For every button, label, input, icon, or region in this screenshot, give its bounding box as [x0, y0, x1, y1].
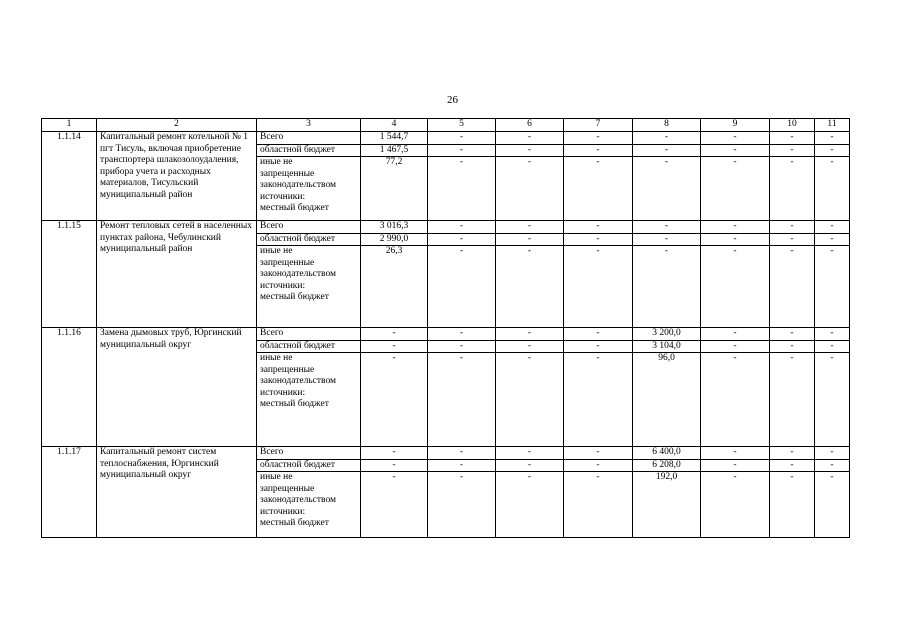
value-cell-col-11: - — [815, 459, 850, 472]
funding-source-line: запрещенные — [260, 257, 315, 268]
value-cell-col-8: - — [633, 233, 701, 246]
value-cell-col-9: - — [701, 447, 770, 460]
value-cell-col-10: - — [770, 353, 815, 447]
funding-source-line: источники: — [260, 191, 306, 202]
value-cell-col-7: - — [564, 157, 633, 221]
value-cell-col-5: - — [428, 144, 496, 157]
value-cell-col-10: - — [770, 246, 815, 328]
value-cell-col-11: - — [815, 221, 850, 234]
item-code: 1.1.15 — [42, 221, 97, 328]
funding-source-line: источники: — [260, 280, 306, 291]
table-row — [42, 328, 850, 341]
value-cell-col-5: - — [428, 157, 496, 221]
value-cell-col-6: - — [496, 246, 564, 328]
value-cell-col-5: - — [428, 246, 496, 328]
value-cell-col-4: 3 016,3 — [361, 221, 428, 234]
funding-source-line: местный бюджет — [260, 292, 329, 302]
column-header-2: 2 — [97, 119, 257, 132]
column-header-7: 7 — [564, 119, 633, 132]
funding-source-line: законодательством — [260, 180, 337, 190]
value-cell-col-8: 6 400,0 — [633, 447, 701, 460]
funding-source-line: иные не — [260, 157, 293, 167]
value-cell-col-5: - — [428, 340, 496, 353]
funding-source — [257, 472, 361, 538]
funding-source-line: источники: — [260, 506, 306, 517]
funding-source — [257, 353, 361, 447]
value-cell-col-5: - — [428, 472, 496, 538]
value-cell-col-7: - — [564, 144, 633, 157]
item-code: 1.1.16 — [42, 328, 97, 447]
funding-source-line: запрещенные — [260, 483, 315, 494]
value-cell-col-7: - — [564, 221, 633, 234]
page-number: 26 — [447, 94, 458, 106]
value-cell-col-9: - — [701, 328, 770, 341]
funding-source: Всего — [257, 221, 361, 234]
value-cell-col-9: - — [701, 221, 770, 234]
value-cell-col-11: - — [815, 233, 850, 246]
value-cell-col-9: - — [701, 353, 770, 447]
funding-source-line: источники: — [260, 387, 306, 398]
value-cell-col-10: - — [770, 144, 815, 157]
value-cell-col-6: - — [496, 157, 564, 221]
value-cell-col-8: - — [633, 221, 701, 234]
value-cell-col-4: - — [361, 459, 428, 472]
value-cell-col-4: - — [361, 340, 428, 353]
item-name: Капитальный ремонт систем теплоснабжения, Юргинский муниципальный округ — [97, 447, 257, 538]
value-cell-col-7: - — [564, 246, 633, 328]
value-cell-col-4: 77,2 — [361, 157, 428, 221]
funding-source-line: иные не — [260, 353, 293, 363]
value-cell-col-6: - — [496, 132, 564, 145]
value-cell-col-11: - — [815, 132, 850, 145]
value-cell-col-11: - — [815, 144, 850, 157]
value-cell-col-8: 96,0 — [633, 353, 701, 447]
value-cell-col-6: - — [496, 459, 564, 472]
column-header-9: 9 — [701, 119, 770, 132]
value-cell-col-8: 3 104,0 — [633, 340, 701, 353]
column-header-4: 4 — [361, 119, 428, 132]
value-cell-col-5: - — [428, 233, 496, 246]
funding-source-line: местный бюджет — [260, 518, 329, 528]
funding-source — [257, 157, 361, 221]
funding-source: областной бюджет — [257, 340, 361, 353]
value-cell-col-10: - — [770, 472, 815, 538]
funding-source-line: законодательством — [260, 495, 337, 505]
column-header-11: 11 — [815, 119, 850, 132]
funding-source: областной бюджет — [257, 459, 361, 472]
funding-source: Всего — [257, 328, 361, 341]
value-cell-col-6: - — [496, 353, 564, 447]
value-cell-col-9: - — [701, 157, 770, 221]
table-row — [42, 447, 850, 460]
funding-source-line: местный бюджет — [260, 203, 329, 213]
column-header-1: 1 — [42, 119, 97, 132]
column-header-6: 6 — [496, 119, 564, 132]
value-cell-col-4: - — [361, 353, 428, 447]
value-cell-col-10: - — [770, 447, 815, 460]
value-cell-col-11: - — [815, 246, 850, 328]
table-row — [42, 221, 850, 234]
value-cell-col-7: - — [564, 132, 633, 145]
value-cell-col-4: - — [361, 472, 428, 538]
value-cell-col-6: - — [496, 233, 564, 246]
value-cell-col-8: 6 208,0 — [633, 459, 701, 472]
budget-table — [41, 118, 850, 538]
value-cell-col-7: - — [564, 353, 633, 447]
column-header-10: 10 — [770, 119, 815, 132]
value-cell-col-9: - — [701, 246, 770, 328]
value-cell-col-5: - — [428, 353, 496, 447]
funding-source-line: законодательством — [260, 376, 337, 386]
funding-source — [257, 246, 361, 328]
value-cell-col-10: - — [770, 157, 815, 221]
value-cell-col-6: - — [496, 328, 564, 341]
funding-source-line: законодательством — [260, 269, 337, 279]
value-cell-col-8: 192,0 — [633, 472, 701, 538]
value-cell-col-5: - — [428, 328, 496, 341]
value-cell-col-4: 1 467,5 — [361, 144, 428, 157]
value-cell-col-9: - — [701, 459, 770, 472]
funding-source-line: местный бюджет — [260, 399, 329, 409]
value-cell-col-11: - — [815, 472, 850, 538]
column-header-8: 8 — [633, 119, 701, 132]
value-cell-col-7: - — [564, 447, 633, 460]
value-cell-col-8: - — [633, 132, 701, 145]
value-cell-col-5: - — [428, 459, 496, 472]
funding-source-line: запрещенные — [260, 364, 315, 375]
value-cell-col-9: - — [701, 340, 770, 353]
value-cell-col-7: - — [564, 472, 633, 538]
value-cell-col-5: - — [428, 221, 496, 234]
funding-source: областной бюджет — [257, 144, 361, 157]
funding-source: Всего — [257, 132, 361, 145]
value-cell-col-6: - — [496, 144, 564, 157]
value-cell-col-10: - — [770, 221, 815, 234]
value-cell-col-9: - — [701, 472, 770, 538]
value-cell-col-7: - — [564, 459, 633, 472]
value-cell-col-8: - — [633, 157, 701, 221]
funding-source-line: запрещенные — [260, 168, 315, 179]
funding-source: областной бюджет — [257, 233, 361, 246]
value-cell-col-4: 2 990,0 — [361, 233, 428, 246]
value-cell-col-11: - — [815, 157, 850, 221]
item-name: Ремонт тепловых сетей в населенных пунктах района, Чебулинский муниципальный район — [97, 221, 257, 328]
item-code: 1.1.14 — [42, 132, 97, 221]
value-cell-col-8: - — [633, 246, 701, 328]
funding-source-line: иные не — [260, 246, 293, 256]
value-cell-col-10: - — [770, 233, 815, 246]
header-row — [42, 119, 850, 132]
item-name: Замена дымовых труб, Юргинский муниципальный округ — [97, 328, 257, 447]
value-cell-col-8: 3 200,0 — [633, 328, 701, 341]
value-cell-col-7: - — [564, 328, 633, 341]
value-cell-col-7: - — [564, 340, 633, 353]
value-cell-col-10: - — [770, 459, 815, 472]
item-name: Капитальный ремонт котельной № 1 пгт Тисуль, включая приобретение транспортера шлакозолоудаления, прибора учета и расходных материалов, Тисульский муниципальный район — [97, 132, 257, 221]
column-header-3: 3 — [257, 119, 361, 132]
value-cell-col-9: - — [701, 132, 770, 145]
value-cell-col-5: - — [428, 447, 496, 460]
value-cell-col-10: - — [770, 340, 815, 353]
column-header-5: 5 — [428, 119, 496, 132]
value-cell-col-6: - — [496, 472, 564, 538]
item-code: 1.1.17 — [42, 447, 97, 538]
funding-source-line: иные не — [260, 472, 293, 482]
value-cell-col-7: - — [564, 233, 633, 246]
value-cell-col-11: - — [815, 353, 850, 447]
value-cell-col-11: - — [815, 340, 850, 353]
value-cell-col-11: - — [815, 328, 850, 341]
value-cell-col-4: 26,3 — [361, 246, 428, 328]
value-cell-col-9: - — [701, 233, 770, 246]
table-body — [42, 132, 850, 538]
value-cell-col-8: - — [633, 144, 701, 157]
value-cell-col-6: - — [496, 340, 564, 353]
value-cell-col-4: 1 544,7 — [361, 132, 428, 145]
value-cell-col-11: - — [815, 447, 850, 460]
funding-source: Всего — [257, 447, 361, 460]
value-cell-col-4: - — [361, 328, 428, 341]
value-cell-col-10: - — [770, 132, 815, 145]
value-cell-col-6: - — [496, 221, 564, 234]
value-cell-col-6: - — [496, 447, 564, 460]
value-cell-col-9: - — [701, 144, 770, 157]
value-cell-col-4: - — [361, 447, 428, 460]
value-cell-col-10: - — [770, 328, 815, 341]
table-row — [42, 132, 850, 145]
value-cell-col-5: - — [428, 132, 496, 145]
